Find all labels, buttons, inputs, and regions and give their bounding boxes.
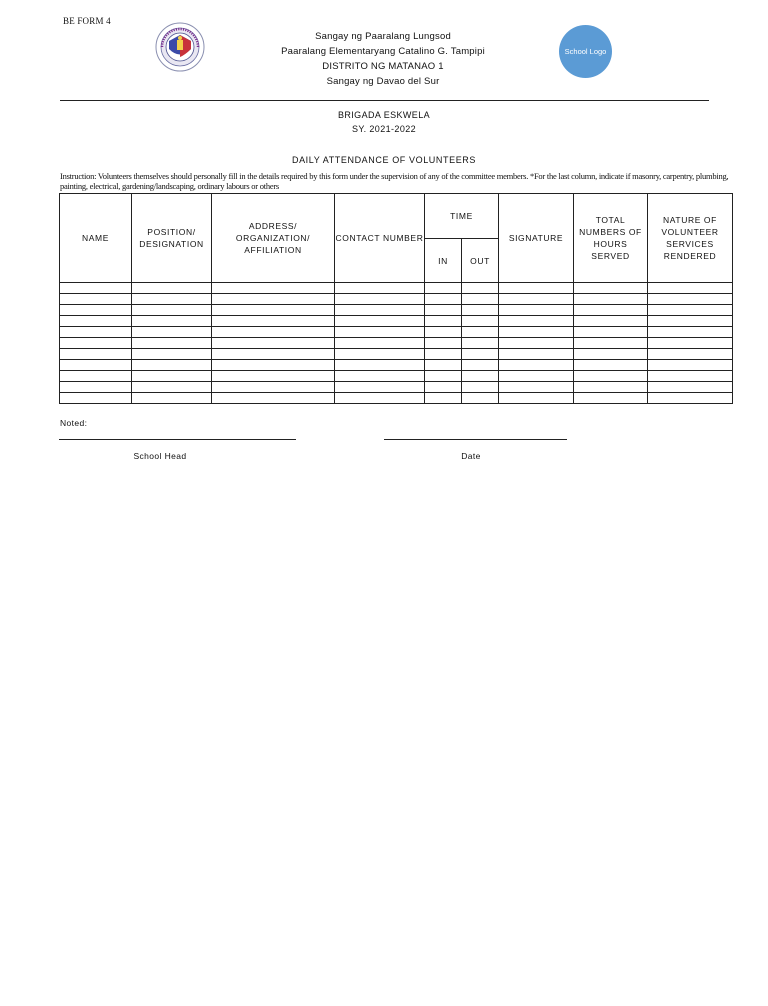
school-logo-label: School Logo bbox=[564, 47, 607, 56]
cell-time-in[interactable] bbox=[425, 305, 462, 316]
program-title-block bbox=[230, 108, 538, 136]
cell-signature[interactable] bbox=[499, 393, 574, 404]
cell-name[interactable] bbox=[60, 382, 132, 393]
cell-contact[interactable] bbox=[335, 393, 425, 404]
cell-time-out[interactable] bbox=[462, 316, 499, 327]
header-position: POSITION/ DESIGNATION bbox=[132, 194, 212, 283]
cell-total-hours[interactable] bbox=[574, 382, 648, 393]
table-row bbox=[60, 360, 733, 371]
cell-address[interactable] bbox=[212, 305, 335, 316]
deped-seal-icon bbox=[152, 22, 208, 72]
header-nature: NATURE OF VOLUNTEER SERVICES RENDERED bbox=[648, 194, 733, 283]
cell-address[interactable] bbox=[212, 382, 335, 393]
cell-address[interactable] bbox=[212, 338, 335, 349]
cell-time-out[interactable] bbox=[462, 294, 499, 305]
cell-nature[interactable] bbox=[648, 294, 733, 305]
cell-address[interactable] bbox=[212, 283, 335, 294]
cell-time-out[interactable] bbox=[462, 360, 499, 371]
cell-nature[interactable] bbox=[648, 338, 733, 349]
cell-nature[interactable] bbox=[648, 327, 733, 338]
cell-total-hours[interactable] bbox=[574, 393, 648, 404]
cell-name[interactable] bbox=[60, 327, 132, 338]
cell-address[interactable] bbox=[212, 393, 335, 404]
cell-time-out[interactable] bbox=[462, 371, 499, 382]
date-signature-line bbox=[384, 439, 567, 440]
cell-name[interactable] bbox=[60, 294, 132, 305]
cell-total-hours[interactable] bbox=[574, 349, 648, 360]
cell-contact[interactable] bbox=[335, 327, 425, 338]
cell-name[interactable] bbox=[60, 349, 132, 360]
noted-label: Noted: bbox=[60, 418, 88, 428]
cell-position[interactable] bbox=[132, 316, 212, 327]
cell-address[interactable] bbox=[212, 327, 335, 338]
header-name: NAME bbox=[60, 194, 132, 283]
cell-time-in[interactable] bbox=[425, 349, 462, 360]
cell-time-out[interactable] bbox=[462, 393, 499, 404]
cell-address[interactable] bbox=[212, 316, 335, 327]
header-divider bbox=[60, 100, 709, 101]
cell-name[interactable] bbox=[60, 360, 132, 371]
header-time-in: IN bbox=[425, 239, 462, 283]
cell-time-in[interactable] bbox=[425, 393, 462, 404]
cell-position[interactable] bbox=[132, 294, 212, 305]
table-row bbox=[60, 305, 733, 316]
cell-name[interactable] bbox=[60, 393, 132, 404]
cell-name[interactable] bbox=[60, 305, 132, 316]
cell-nature[interactable] bbox=[648, 360, 733, 371]
cell-time-in[interactable] bbox=[425, 316, 462, 327]
header-time-out: OUT bbox=[462, 239, 499, 283]
cell-signature[interactable] bbox=[499, 327, 574, 338]
cell-position[interactable] bbox=[132, 327, 212, 338]
school-year: SY. 2021-2022 bbox=[351, 124, 417, 134]
cell-total-hours[interactable] bbox=[574, 338, 648, 349]
table-row bbox=[60, 393, 733, 404]
cell-nature[interactable] bbox=[648, 316, 733, 327]
header-school-name: Paaralang Elementaryang Catalino G. Tampipi bbox=[281, 46, 485, 57]
table-row bbox=[60, 349, 733, 360]
cell-signature[interactable] bbox=[499, 349, 574, 360]
cell-position[interactable] bbox=[132, 305, 212, 316]
school-logo-placeholder bbox=[559, 25, 612, 78]
cell-time-out[interactable] bbox=[462, 283, 499, 294]
cell-position[interactable] bbox=[132, 371, 212, 382]
cell-address[interactable] bbox=[212, 360, 335, 371]
cell-time-in[interactable] bbox=[425, 294, 462, 305]
cell-name[interactable] bbox=[60, 316, 132, 327]
cell-time-in[interactable] bbox=[425, 283, 462, 294]
cell-address[interactable] bbox=[212, 371, 335, 382]
cell-time-out[interactable] bbox=[462, 327, 499, 338]
cell-time-in[interactable] bbox=[425, 327, 462, 338]
table-row bbox=[60, 294, 733, 305]
date-label: Date bbox=[461, 451, 481, 461]
cell-name[interactable] bbox=[60, 338, 132, 349]
header-time: TIME bbox=[425, 194, 499, 239]
cell-name[interactable] bbox=[60, 283, 132, 294]
cell-time-in[interactable] bbox=[425, 360, 462, 371]
school-head-label: School Head bbox=[133, 451, 187, 461]
table-row bbox=[60, 382, 733, 393]
header-division: Sangay ng Paaralang Lungsod bbox=[315, 31, 451, 42]
cell-signature[interactable] bbox=[499, 360, 574, 371]
cell-signature[interactable] bbox=[499, 305, 574, 316]
cell-total-hours[interactable] bbox=[574, 327, 648, 338]
table-row bbox=[60, 283, 733, 294]
cell-signature[interactable] bbox=[499, 371, 574, 382]
form-code: BE FORM 4 bbox=[63, 16, 111, 26]
cell-contact[interactable] bbox=[335, 316, 425, 327]
cell-time-out[interactable] bbox=[462, 349, 499, 360]
cell-contact[interactable] bbox=[335, 283, 425, 294]
attendance-rows bbox=[60, 283, 733, 404]
cell-contact[interactable] bbox=[335, 338, 425, 349]
cell-total-hours[interactable] bbox=[574, 305, 648, 316]
cell-time-in[interactable] bbox=[425, 371, 462, 382]
cell-nature[interactable] bbox=[648, 283, 733, 294]
cell-signature[interactable] bbox=[499, 283, 574, 294]
table-row bbox=[60, 338, 733, 349]
cell-time-out[interactable] bbox=[462, 338, 499, 349]
cell-total-hours[interactable] bbox=[574, 360, 648, 371]
header-province: Sangay ng Davao del Sur bbox=[326, 76, 440, 87]
cell-contact[interactable] bbox=[335, 371, 425, 382]
cell-contact[interactable] bbox=[335, 294, 425, 305]
header-address: ADDRESS/ ORGANIZATION/ AFFILIATION bbox=[212, 194, 335, 283]
cell-name[interactable] bbox=[60, 371, 132, 382]
header-total-hours: TOTAL NUMBERS OF HOURS SERVED bbox=[574, 194, 648, 283]
cell-position[interactable] bbox=[132, 349, 212, 360]
cell-address[interactable] bbox=[212, 349, 335, 360]
cell-nature[interactable] bbox=[648, 371, 733, 382]
cell-address[interactable] bbox=[212, 294, 335, 305]
cell-total-hours[interactable] bbox=[574, 316, 648, 327]
cell-contact[interactable] bbox=[335, 349, 425, 360]
header-contact: CONTACT NUMBER bbox=[335, 194, 425, 283]
cell-total-hours[interactable] bbox=[574, 294, 648, 305]
cell-time-out[interactable] bbox=[462, 382, 499, 393]
cell-position[interactable] bbox=[132, 283, 212, 294]
attendance-table bbox=[59, 193, 733, 404]
cell-signature[interactable] bbox=[499, 294, 574, 305]
cell-time-in[interactable] bbox=[425, 338, 462, 349]
cell-signature[interactable] bbox=[499, 316, 574, 327]
cell-position[interactable] bbox=[132, 360, 212, 371]
cell-position[interactable] bbox=[132, 382, 212, 393]
cell-nature[interactable] bbox=[648, 305, 733, 316]
header-district: DISTRITO NG MATANAO 1 bbox=[322, 61, 444, 72]
table-row bbox=[60, 327, 733, 338]
cell-total-hours[interactable] bbox=[574, 283, 648, 294]
cell-signature[interactable] bbox=[499, 338, 574, 349]
table-row bbox=[60, 371, 733, 382]
cell-total-hours[interactable] bbox=[574, 371, 648, 382]
program-title: BRIGADA ESKWELA bbox=[337, 110, 431, 120]
cell-nature[interactable] bbox=[648, 349, 733, 360]
school-head-signature-line bbox=[59, 439, 296, 440]
cell-nature[interactable] bbox=[648, 382, 733, 393]
cell-signature[interactable] bbox=[499, 382, 574, 393]
cell-contact[interactable] bbox=[335, 360, 425, 371]
table-row bbox=[60, 316, 733, 327]
form-title: DAILY ATTENDANCE OF VOLUNTEERS bbox=[291, 155, 477, 165]
header-signature: SIGNATURE bbox=[499, 194, 574, 283]
cell-contact[interactable] bbox=[335, 305, 425, 316]
cell-time-in[interactable] bbox=[425, 382, 462, 393]
cell-contact[interactable] bbox=[335, 382, 425, 393]
instruction-text: Instruction: Volunteers themselves should personally fill in the details required by this form under the supervision of any of the committee members. *For the last column, indicate if masonry, carpentry, plumbing, painting, electrical, gardening/landscaping, ordinary labours or others bbox=[60, 171, 729, 191]
cell-time-out[interactable] bbox=[462, 305, 499, 316]
school-header bbox=[230, 29, 536, 89]
cell-position[interactable] bbox=[132, 393, 212, 404]
cell-position[interactable] bbox=[132, 338, 212, 349]
cell-nature[interactable] bbox=[648, 393, 733, 404]
